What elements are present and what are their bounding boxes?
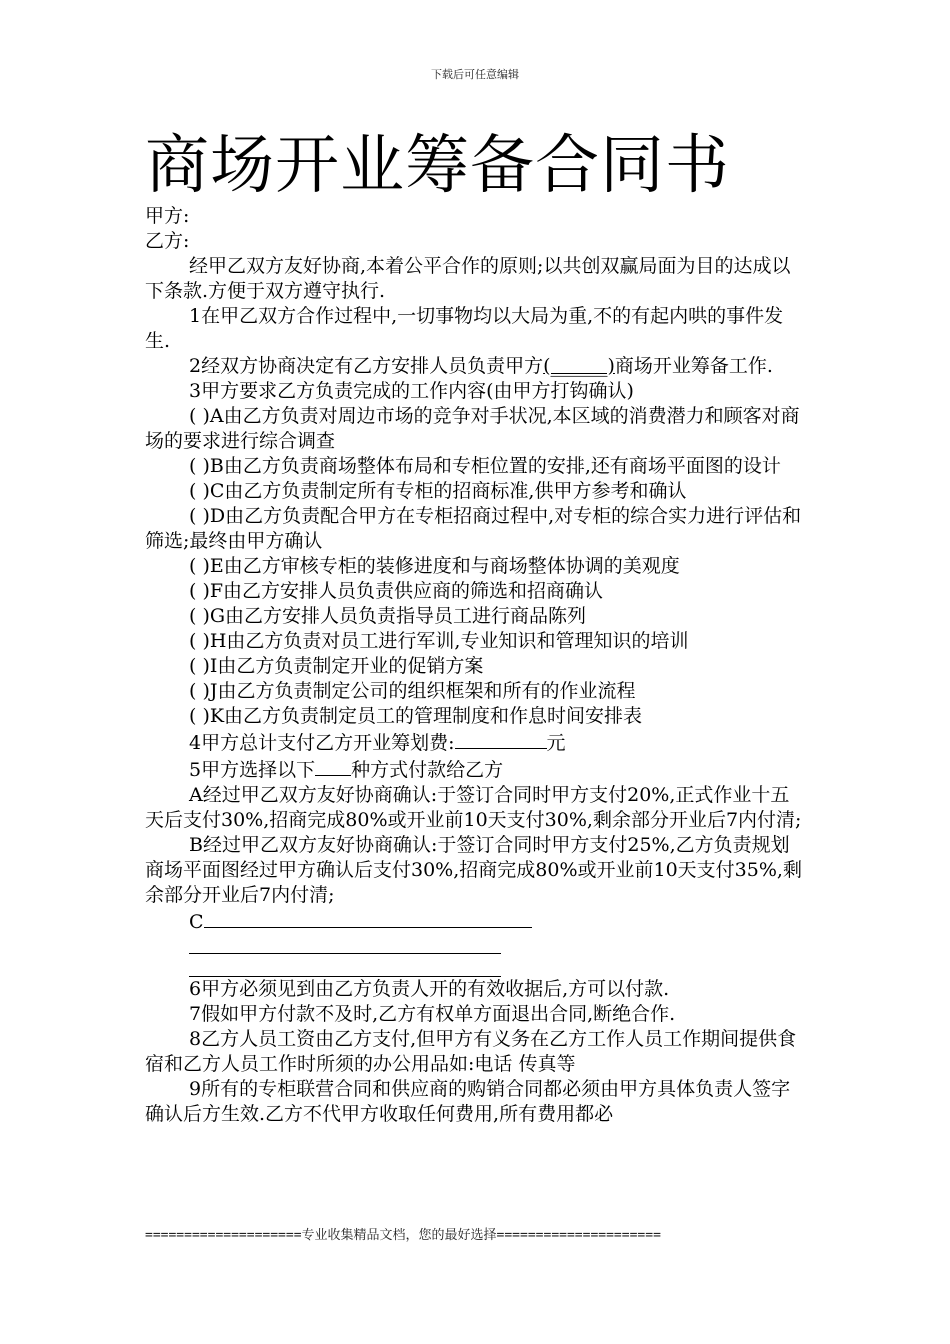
clause-7: 7假如甲方付款不及时,乙方有权单方面退出合同,断绝合作. [189,1003,676,1025]
option-c-line-3 [189,954,501,977]
item-f: ( )F由乙方安排人员负责供应商的筛选和招商确认 [189,580,604,602]
fee-blank [455,729,547,749]
item-b: ( )B由乙方负责商场整体布局和专柜位置的安排,还有商场平面图的设计 [189,455,781,477]
header-note: 下载后可任意编辑 [431,68,519,81]
intro-paragraph: 经甲乙双方友好协商,本着公平合作的原则;以共创双赢局面为目的达成以下条款.方便于双方遵守执行. [145,255,791,302]
item-e: ( )E由乙方审核专柜的装修进度和与商场整体协调的美观度 [189,555,680,577]
clause-2-text: 2经双方协商决定有乙方安排人员负责甲方 [189,355,544,377]
option-c-blank [204,908,532,928]
clause-5 [145,756,807,783]
option-blank [315,756,351,776]
clause-9: 9所有的专柜联营合同和供应商的购销合同都必须由甲方具体负责人签字确认后方生效.乙方不代甲方收取任何费用,所有费用都必 [145,1078,791,1125]
item-d: ( )D由乙方负责配合甲方在专柜招商过程中,对专柜的综合实力进行评估和筛选;最终由甲方确认 [145,505,802,552]
clause-6: 6甲方必须见到由乙方负责人开的有效收据后,方可以付款. [189,978,670,1000]
clause-3: 3甲方要求乙方负责完成的工作内容(由甲方打钩确认) [189,380,634,402]
clause-2-text-end: 商场开业筹备工作. [614,355,773,377]
party-a-label: 甲方: [145,205,190,227]
item-g: ( )G由乙方安排人员负责指导员工进行商品陈列 [189,605,587,627]
payment-option-b: B经过甲乙双方友好协商确认:于签订合同时甲方支付25%,乙方负责规划商场平面图经过甲方确认后支付30%,招商完成80%或开业前10天支付35%,剩余部分开业后7内付清; [145,834,802,906]
item-h: ( )H由乙方负责对员工进行军训,专业知识和管理知识的培训 [189,630,689,652]
clause-4 [145,729,807,756]
item-c: ( )C由乙方负责制定所有专柜的招商标准,供甲方参考和确认 [189,480,687,502]
option-c-label: C [189,911,204,933]
document-title: 商场开业筹备合同书 [145,129,730,203]
clause-1: 1在甲乙双方合作过程中,一切事物均以大局为重,不的有起内哄的事件发生. [145,305,784,352]
clause-4-unit: 元 [546,732,566,754]
payment-option-a: A经过甲乙双方友好协商确认:于签订合同时甲方支付20%,正式作业十五天后支付30%,招商完成80%或开业前10天支付30%,剩余部分开业后7内付清; [145,784,802,831]
party-b-label: 乙方: [145,230,190,252]
clause-4-text: 4甲方总计支付乙方开业筹划费: [189,732,455,754]
option-c-line-2 [189,935,501,954]
contract-body [145,204,807,1127]
clause-2-blank: (______) [543,355,615,377]
footer-banner: ====================专业收集精品文档，您的最好选择===================== [145,1228,661,1243]
item-i: ( )I由乙方负责制定开业的促销方案 [189,655,484,677]
item-a: ( )A由乙方负责对周边市场的竞争对手状况,本区域的消费潜力和顾客对商场的要求进行综合调查 [145,405,800,452]
clause-5-text-end: 种方式付款给乙方 [351,759,504,781]
clause-8: 8乙方人员工资由乙方支付,但甲方有义务在乙方工作人员工作期间提供食宿和乙方人员工作时所须的办公用品如:电话 传真等 [145,1028,797,1075]
clause-5-text: 5甲方选择以下 [189,759,316,781]
clause-2 [145,354,807,379]
payment-option-c [145,908,807,935]
item-j: ( )J由乙方负责制定公司的组织框架和所有的作业流程 [189,680,636,702]
item-k: ( )K由乙方负责制定员工的管理制度和作息时间安排表 [189,705,643,727]
